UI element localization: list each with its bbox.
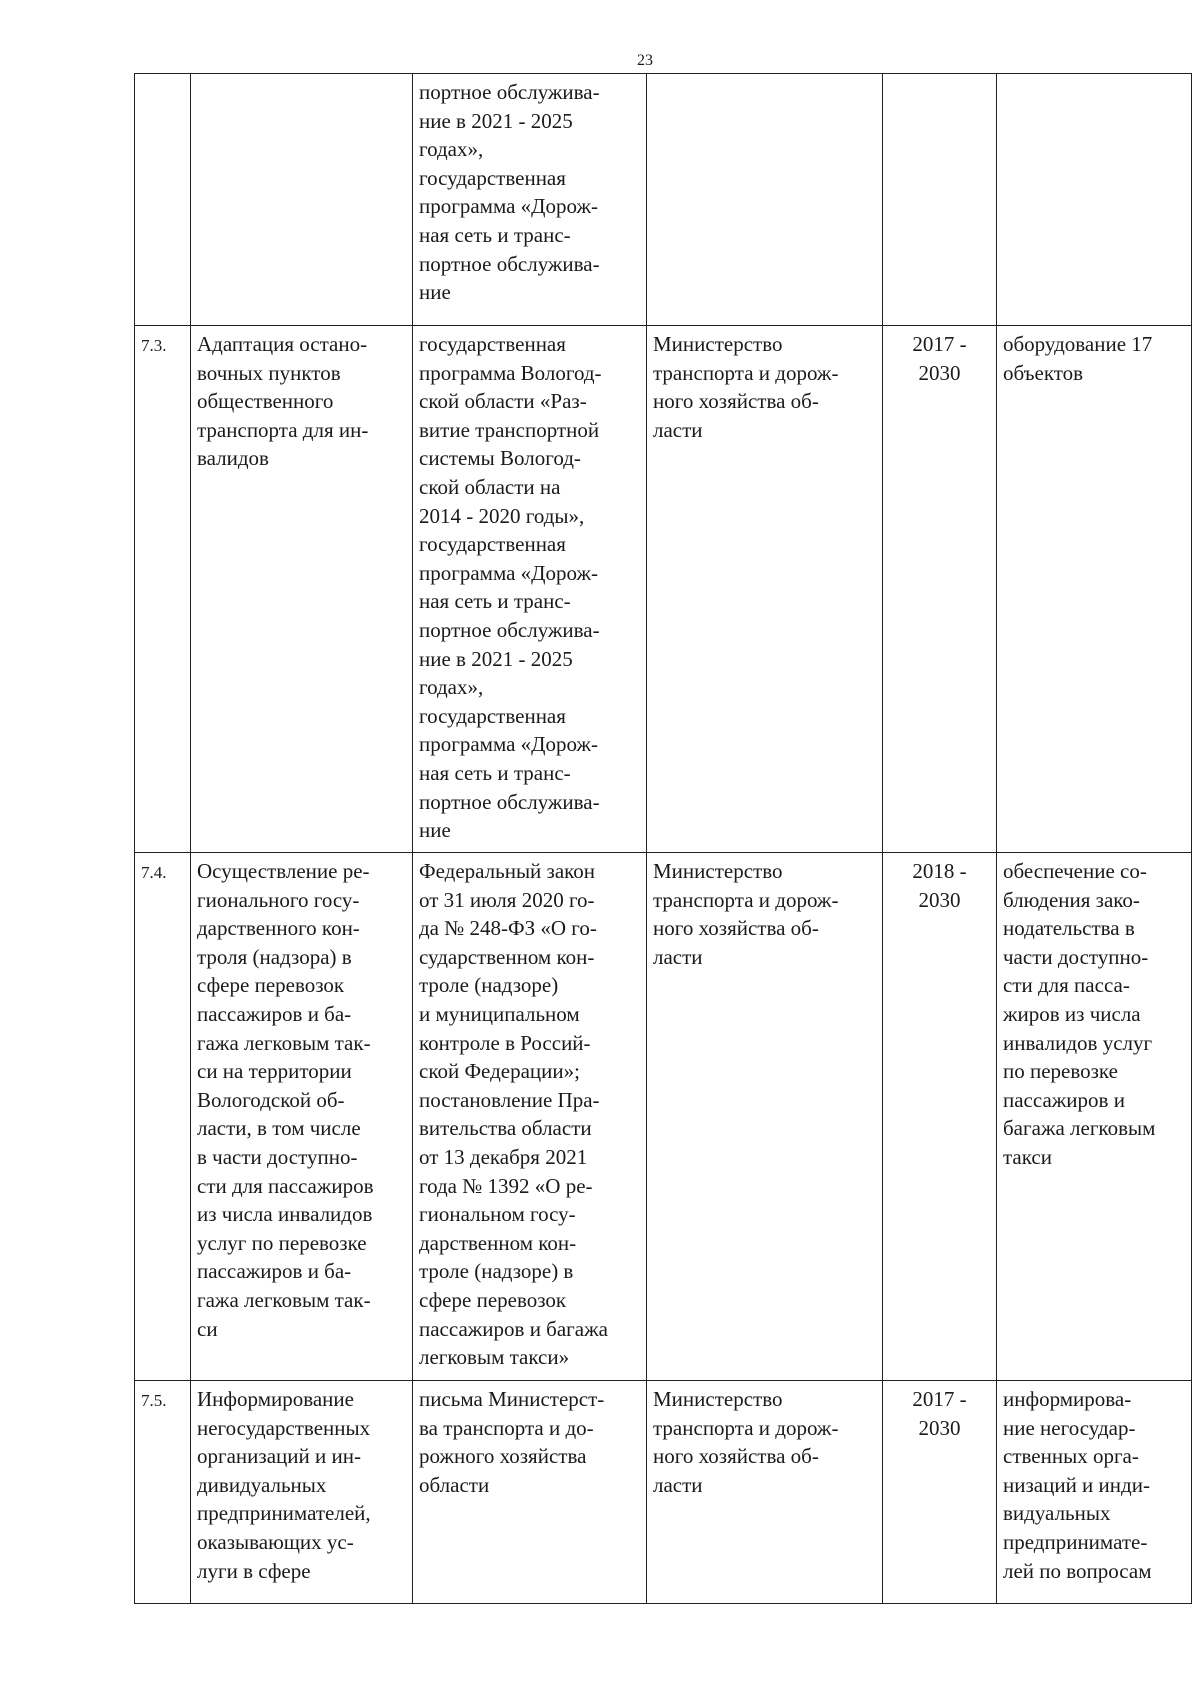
period-cell bbox=[883, 853, 997, 1381]
basis-text: Федеральный закон от 31 июля 2020 го- да № 248-ФЗ «О го- сударственном кон- троле (надзоре) и муниципальном контроле в Россий- ской Федерации»; постановление Пра- вительства области от 13 декабря 2021 года № 1392 «О ре- гиональном госу- дарственном кон- троле (надзоре) в сфере перевозок пассажиров и багажа легковым такси» bbox=[419, 859, 608, 1370]
measure-cell bbox=[191, 853, 413, 1381]
result-cell bbox=[997, 74, 1192, 326]
measures-table bbox=[134, 73, 1192, 1604]
basis-text: государственная программа Вологод- ской области «Раз- витие транспортной системы Вологод- ской области на 2014 - 2020 годы», государственная программа «Дорож- ная сеть и транс- портное обслужива- ние в 2021 - 2025 годах», государственная программа «Дорож- ная сеть и транс- портное обслужива- ние bbox=[419, 332, 602, 843]
result-cell bbox=[997, 326, 1192, 853]
period-text: 2017 - 2030 bbox=[912, 332, 967, 385]
measure-text: Осуществление ре- гионального госу- дарственного кон- троля (надзора) в сфере перевозок пассажиров и ба- гажа легковым так- си на территории Вологодской об- ласти, в том числе в части доступно- сти для пассажиров из числа инвалидов услуг по перевозке пассажиров и ба- гажа легковым так- си bbox=[197, 859, 374, 1341]
measure-text: Информирование негосударственных организаций и ин- дивидуальных предпринимателей, оказывающих ус- луги в сфере bbox=[197, 1387, 371, 1583]
page-number: 23 bbox=[637, 52, 653, 69]
table-row bbox=[135, 1381, 1192, 1604]
executor-text: Министерство транспорта и дорож- ного хозяйства об- ласти bbox=[653, 1387, 839, 1497]
result-text: оборудование 17 объектов bbox=[1003, 332, 1153, 385]
result-text: обеспечение со- блюдения зако- нодательства в части доступно- сти для пасса- жиров из числа инвалидов услуг по перевозке пассажиров и багажа легковым такси bbox=[1003, 859, 1156, 1169]
period-text: 2018 - 2030 bbox=[912, 859, 967, 912]
basis-cell bbox=[413, 326, 647, 853]
executor-text: Министерство транспорта и дорож- ного хозяйства об- ласти bbox=[653, 332, 839, 442]
measure-cell bbox=[191, 74, 413, 326]
table-row bbox=[135, 74, 1192, 326]
table-row bbox=[135, 326, 1192, 853]
basis-cell bbox=[413, 74, 647, 326]
row-number-cell bbox=[135, 853, 191, 1381]
table-row bbox=[135, 853, 1192, 1381]
period-cell bbox=[883, 326, 997, 853]
result-text: информирова- ние негосудар- ственных орга- низаций и инди- видуальных предпринимате- лей по вопросам bbox=[1003, 1387, 1152, 1583]
measure-cell bbox=[191, 326, 413, 853]
period-text: 2017 - 2030 bbox=[912, 1387, 967, 1440]
row-number: 7.3. bbox=[141, 336, 167, 355]
row-number-cell bbox=[135, 1381, 191, 1604]
result-cell bbox=[997, 853, 1192, 1381]
row-number: 7.5. bbox=[141, 1391, 167, 1410]
basis-cell bbox=[413, 1381, 647, 1604]
result-cell bbox=[997, 1381, 1192, 1604]
basis-cell bbox=[413, 853, 647, 1381]
executor-cell bbox=[647, 74, 883, 326]
period-cell bbox=[883, 1381, 997, 1604]
executor-cell bbox=[647, 853, 883, 1381]
period-cell bbox=[883, 74, 997, 326]
measure-cell bbox=[191, 1381, 413, 1604]
measure-text: Адаптация остано- вочных пунктов общественного транспорта для ин- валидов bbox=[197, 332, 369, 471]
basis-text: письма Министерст- ва транспорта и до- рожного хозяйства области bbox=[419, 1387, 605, 1497]
row-number: 7.4. bbox=[141, 863, 167, 882]
row-number-cell bbox=[135, 74, 191, 326]
basis-text: портное обслужива- ние в 2021 - 2025 годах», государственная программа «Дорож- ная сеть и транс- портное обслужива- ние bbox=[419, 80, 600, 305]
executor-text: Министерство транспорта и дорож- ного хозяйства об- ласти bbox=[653, 859, 839, 969]
executor-cell bbox=[647, 326, 883, 853]
executor-cell bbox=[647, 1381, 883, 1604]
row-number-cell bbox=[135, 326, 191, 853]
